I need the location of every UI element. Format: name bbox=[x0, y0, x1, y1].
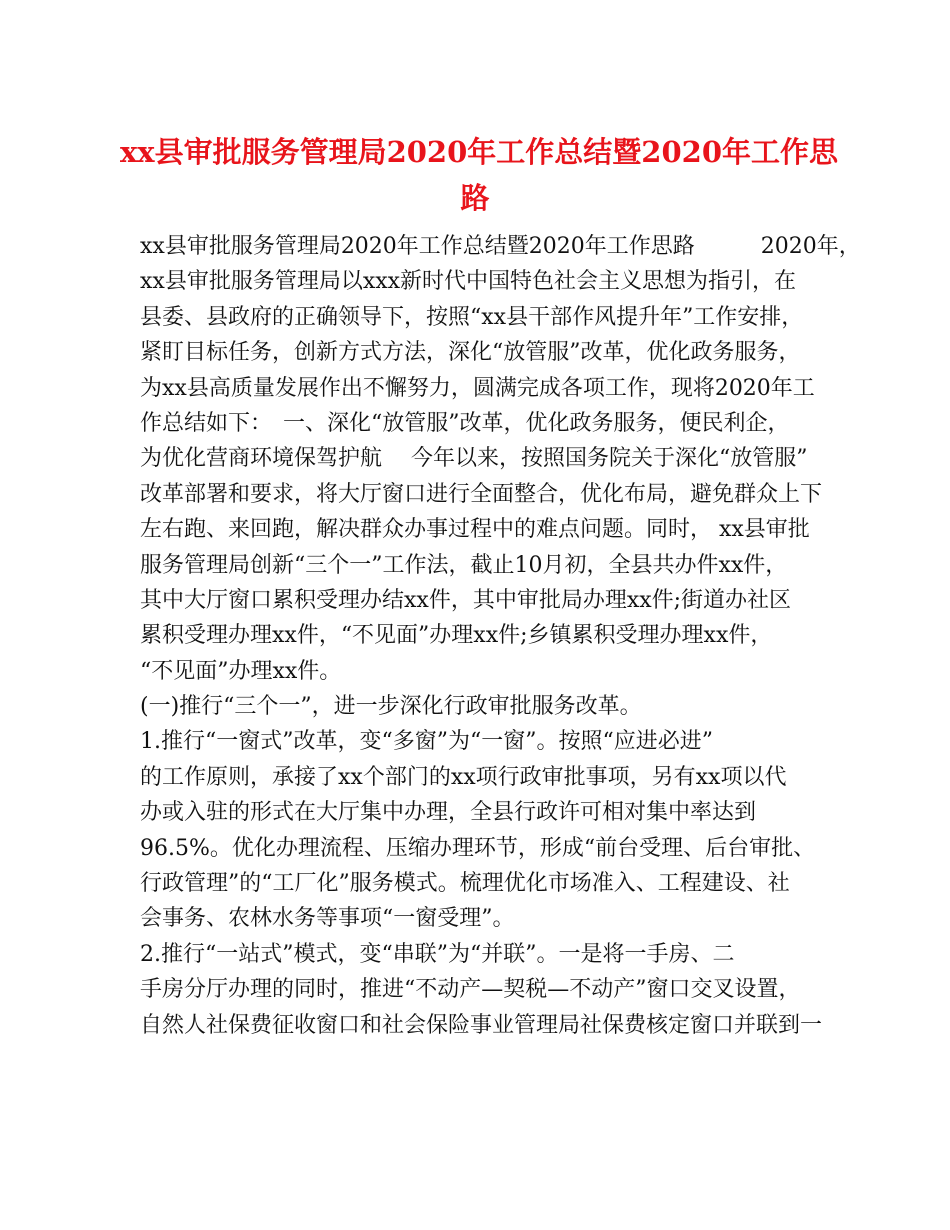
body-line: 自然人社保费征收窗口和社会保险事业管理局社保费核定窗口并联到一 bbox=[140, 1012, 823, 1038]
body-line: 办或入驻的形式在大厅集中办理，全县行政许可相对集中率达到 bbox=[140, 800, 757, 826]
body-line: 2.推行“一站式”模式，变“串联”为“并联”。一是将一手房、二 bbox=[140, 941, 735, 967]
body-line: 1.推行“一窗式”改革，变“多窗”为“一窗”。按照“应进必进” bbox=[140, 729, 713, 755]
body-line: xx县审批服务管理局以xxx新时代中国特色社会主义思想为指引，在 bbox=[140, 269, 797, 295]
body-line: 作总结如下： 一、深化“放管服”改革，优化政务服务，便民利企， bbox=[140, 410, 790, 436]
body-line: 的工作原则，承接了xx个部门的xx项行政审批事项，另有xx项以代 bbox=[140, 764, 787, 790]
body-line: xx县审批服务管理局2020年工作总结暨2020年工作思路 2020年， bbox=[140, 234, 861, 259]
body-line: 行政管理”的“工厂化”服务模式。梳理优化市场准入、工程建设、社 bbox=[140, 871, 790, 897]
body-line: 改革部署和要求，将大厅窗口进行全面整合，优化布局，避免群众上下 bbox=[140, 481, 823, 507]
document-title-line-2: 路 bbox=[460, 181, 490, 215]
document-title-line-1: xx县审批服务管理局2020年工作总结暨2020年工作思 bbox=[120, 135, 839, 169]
document-body bbox=[140, 229, 861, 1043]
body-line: 为优化营商环境保驾护航 今年以来，按照国务院关于深化“放管服” bbox=[140, 446, 808, 472]
body-line: (一)推行“三个一”，进一步深化行政审批服务改革。 bbox=[140, 694, 642, 720]
body-line: 其中大厅窗口累积受理办结xx件，其中审批局办理xx件;街道办社区 bbox=[140, 587, 792, 613]
body-line: “不见面”办理xx件。 bbox=[140, 658, 342, 684]
body-line: 会事务、农林水务等事项“一窗受理”。 bbox=[140, 906, 515, 932]
body-line: 紧盯目标任务，创新方式方法，深化“放管服”改革，优化政务服务， bbox=[140, 340, 801, 366]
body-line: 服务管理局创新“三个一”工作法，截止10月初，全县共办件xx件， bbox=[140, 552, 788, 578]
body-line: 96.5%。优化办理流程、压缩办理环节，形成“前台受理、后台审批、 bbox=[140, 835, 816, 861]
body-line: 手房分厅办理的同时，推进“不动产—契税—不动产”窗口交叉设置， bbox=[140, 977, 801, 1003]
body-line: 县委、县政府的正确领导下，按照“xx县干部作风提升年”工作安排， bbox=[140, 304, 804, 330]
body-line: 为xx县高质量发展作出不懈努力，圆满完成各项工作，现将2020年工 bbox=[140, 375, 815, 401]
body-line: 左右跑、来回跑，解决群众办事过程中的难点问题。同时， xx县审批 bbox=[140, 517, 810, 543]
body-line: 累积受理办理xx件，“不见面”办理xx件;乡镇累积受理办理xx件， bbox=[140, 623, 773, 649]
